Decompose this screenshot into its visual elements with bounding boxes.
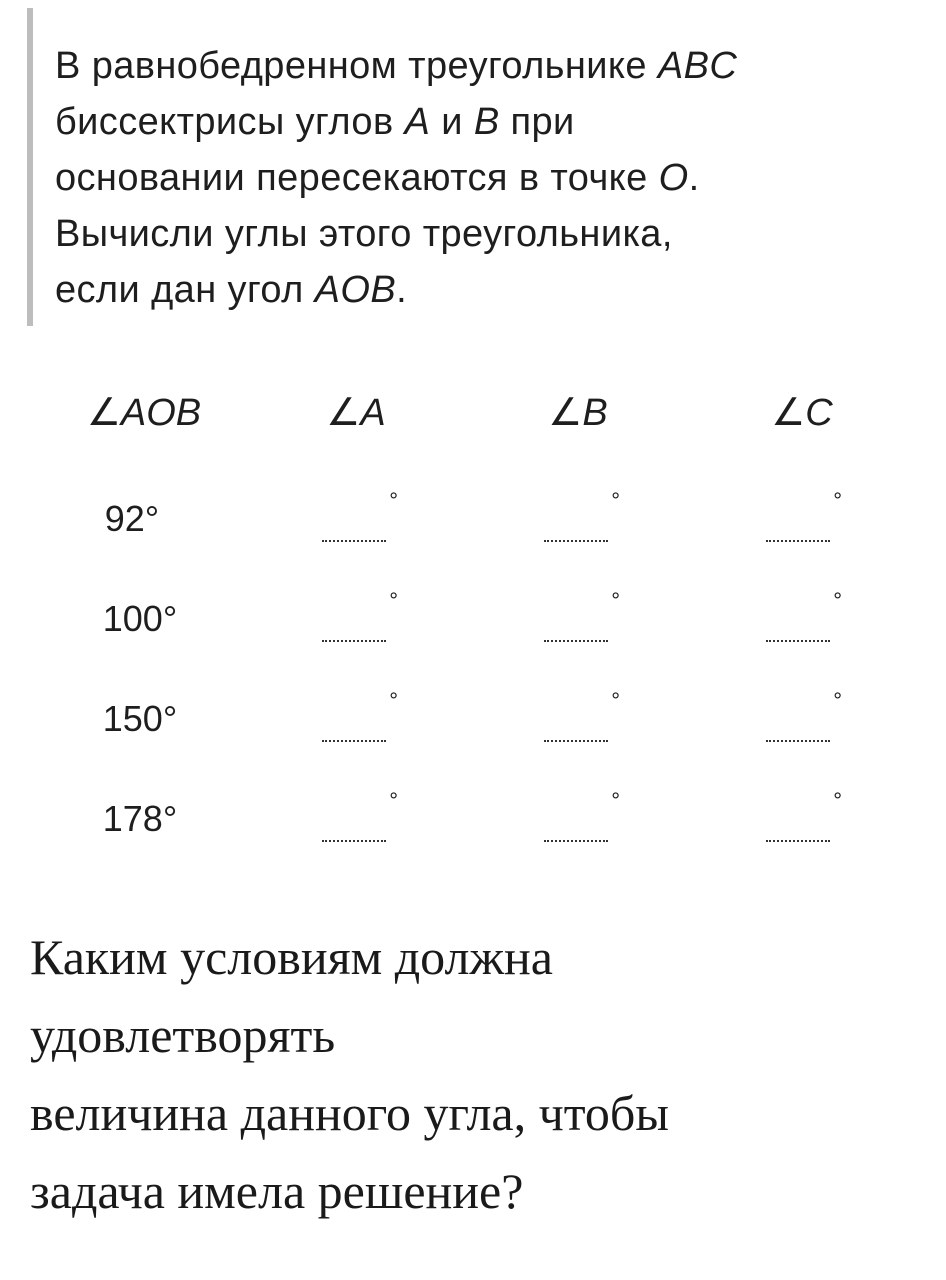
problem-text: биссектрисы углов	[55, 101, 405, 143]
given-angle-cell: 150°	[102, 698, 178, 739]
header-angle-b: ∠B	[548, 392, 608, 434]
answer-blank-c[interactable]	[766, 588, 842, 642]
question-text	[30, 918, 910, 1230]
answer-blank-b[interactable]	[544, 688, 620, 742]
answer-blank-b[interactable]	[544, 588, 620, 642]
problem-line-2	[55, 94, 907, 150]
answer-blank-c[interactable]	[766, 688, 842, 742]
dotted-line	[544, 540, 608, 542]
answer-blank-a[interactable]	[322, 588, 398, 642]
dotted-line	[322, 740, 386, 742]
problem-text: если дан угол	[55, 269, 315, 311]
answer-blank-a[interactable]	[322, 688, 398, 742]
answer-blank-c[interactable]	[766, 788, 842, 842]
angle-aob: AOB	[314, 269, 397, 311]
answer-blank-b[interactable]	[544, 488, 620, 542]
given-angle-cell: 178°	[102, 798, 178, 839]
question-line: удовлетворять	[30, 1007, 336, 1063]
problem-text: при	[499, 101, 575, 143]
degree-sign: °	[833, 588, 842, 613]
dotted-line	[544, 840, 608, 842]
degree-sign: °	[389, 588, 398, 613]
degree-sign: °	[833, 788, 842, 813]
degree-sign: °	[389, 488, 398, 513]
problem-text: В равнобедренном треугольнике	[55, 45, 658, 87]
question-line: задача имела решение?	[30, 1163, 524, 1219]
answer-blank-a[interactable]	[322, 488, 398, 542]
answer-blank-a[interactable]	[322, 788, 398, 842]
problem-text: Вычисли углы этого треугольника,	[55, 213, 673, 255]
answer-blank-b[interactable]	[544, 788, 620, 842]
point-o: O	[658, 157, 689, 199]
degree-sign: °	[611, 588, 620, 613]
dotted-line	[766, 740, 830, 742]
vertex-a: A	[404, 101, 431, 143]
problem-text: и	[430, 101, 474, 143]
degree-sign: °	[611, 788, 620, 813]
dotted-line	[766, 540, 830, 542]
question-line: величина данного угла, чтобы	[30, 1085, 669, 1141]
dotted-line	[766, 840, 830, 842]
given-angle-cell: 100°	[102, 598, 178, 639]
problem-line-4	[55, 206, 907, 262]
dotted-line	[322, 540, 386, 542]
problem-text: .	[396, 269, 408, 311]
question-line: Каким условиям должна	[30, 929, 553, 985]
header-angle-a: ∠A	[326, 392, 386, 434]
problem-text: основании пересекаются в точке	[55, 157, 659, 199]
degree-sign: °	[833, 488, 842, 513]
vertex-b: B	[473, 101, 500, 143]
dotted-line	[322, 640, 386, 642]
dotted-line	[766, 640, 830, 642]
answer-blank-c[interactable]	[766, 488, 842, 542]
given-angle-cell: 92°	[104, 498, 160, 539]
problem-text: .	[688, 157, 700, 199]
dotted-line	[544, 640, 608, 642]
degree-sign: °	[611, 488, 620, 513]
header-angle-c: ∠C	[771, 392, 833, 434]
degree-sign: °	[389, 788, 398, 813]
problem-line-5	[55, 262, 907, 318]
header-angle-aob: ∠AOB	[86, 392, 202, 434]
degree-sign: °	[389, 688, 398, 713]
degree-sign: °	[833, 688, 842, 713]
problem-statement	[27, 8, 907, 326]
degree-sign: °	[611, 688, 620, 713]
triangle-name: ABC	[657, 45, 738, 87]
dotted-line	[544, 740, 608, 742]
problem-line-1	[55, 38, 907, 94]
dotted-line	[322, 840, 386, 842]
problem-line-3	[55, 150, 907, 206]
